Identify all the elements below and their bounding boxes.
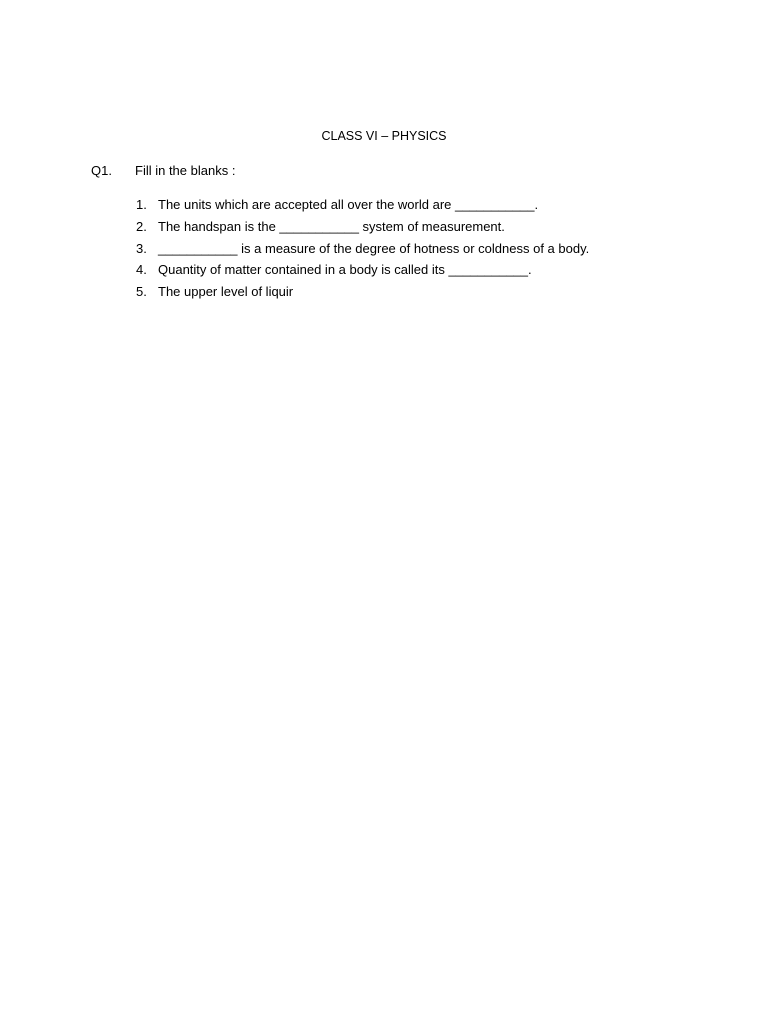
page-title: CLASS VI – PHYSICS [321, 129, 447, 143]
item-number: 1. [136, 197, 147, 212]
item-text: The upper level of liquir [158, 284, 294, 299]
item-text: The units which are accepted all over the world are ___________. [158, 197, 539, 212]
item-text: ___________ is a measure of the degree of hotness or coldness of a body. [158, 240, 590, 256]
question-number: Q1. [91, 163, 112, 178]
item-number: 2. [136, 218, 147, 234]
item-number: 5. [136, 284, 147, 299]
item-number: 3. [136, 240, 147, 256]
question-prompt: Fill in the blanks : [135, 163, 236, 178]
item-number: 4. [136, 262, 147, 278]
item-text: The handspan is the ___________ system of measurement. [158, 218, 505, 234]
item-text: Quantity of matter contained in a body is called its ___________. [158, 262, 532, 278]
